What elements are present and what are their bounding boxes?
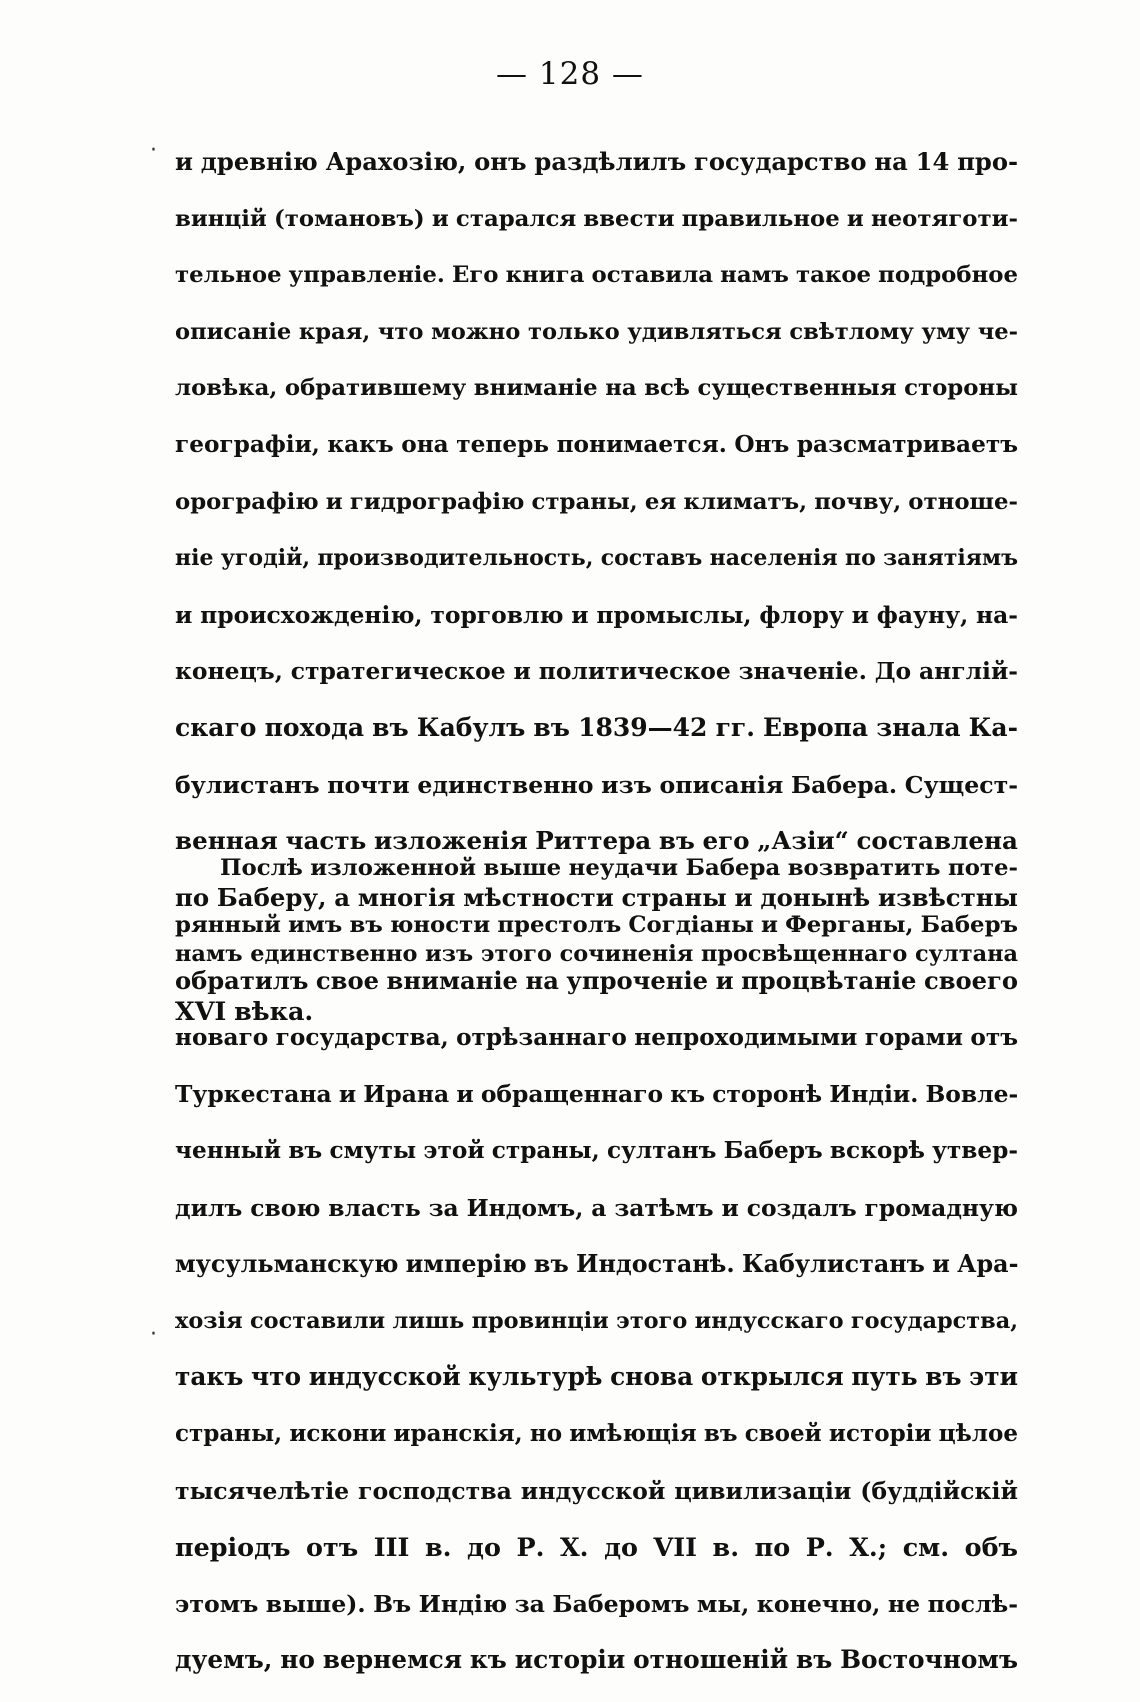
- text-line: булистанъ почти единственно изъ описанія Бабера. Сущест-: [175, 770, 1018, 799]
- text-line: и древнію Арахозію, онъ раздѣлилъ государство на 14 про-: [175, 147, 1018, 176]
- text-line: намъ единственно изъ этого сочиненія просвѣщеннаго султана: [175, 941, 1018, 968]
- text-line: обратилъ свое вниманіе на упроченіе и процвѣтаніе своего: [175, 966, 1018, 996]
- text-line: и происхожденію, торговлю и промыслы, флору и фауну, на-: [175, 600, 1018, 629]
- scan-speck: ·: [150, 138, 157, 163]
- text-line: ніе угодій, производительность, составъ населенія по занятіямъ: [175, 545, 1018, 572]
- text-line: скаго похода въ Кабулъ въ 1839—42 гг. Европа знала Ка-: [175, 712, 1018, 742]
- text-line: венная часть изложенія Риттера въ его „Азіи“ составлена: [175, 826, 1018, 856]
- text-line: мусульманскую имперію въ Индостанѣ. Кабулистанъ и Ара-: [175, 1250, 1019, 1279]
- text-line: описаніе края, что можно только удивляться свѣтлому уму че-: [175, 318, 1018, 345]
- text-line: такъ что индусской культурѣ снова открылся путь въ эти: [175, 1362, 1018, 1392]
- paragraph-2: [175, 840, 1018, 1689]
- text-line: Послѣ изложенной выше неудачи Бабера возвратить поте-: [220, 855, 1018, 881]
- text-line: тысячелѣтіе господства индусской цивилизаціи (буддійскій: [175, 1476, 1018, 1505]
- text-line: періодъ отъ III в. до Р. X. до VII в. по Р. X.; см. объ: [175, 1532, 1018, 1563]
- text-line: по Баберу, а многія мѣстности страны и донынѣ извѣстны: [175, 882, 1018, 912]
- text-line: конецъ, стратегическое и политическое значеніе. До англій-: [175, 657, 1018, 686]
- text-line: дилъ свою власть за Индомъ, а затѣмъ и создалъ громадную: [175, 1193, 1018, 1222]
- text-line: страны, искони иранскія, но имѣющія въ своей исторіи цѣлое: [175, 1419, 1018, 1447]
- text-line: Туркестана и Ирана и обращеннаго къ сторонѣ Индіи. Вовле-: [175, 1080, 1019, 1109]
- text-line: XVI вѣка.: [175, 995, 314, 1026]
- text-line: орографію и гидрографію страны, ея климатъ, почву, отноше-: [175, 488, 1018, 515]
- text-line: дуемъ, но вернемся къ исторіи отношеній въ Восточномъ: [175, 1645, 1018, 1675]
- scan-speck: ·: [150, 1322, 157, 1347]
- text-line: новаго государства, отрѣзаннаго непроходимыми горами отъ: [175, 1023, 1018, 1051]
- text-line: этомъ выше). Въ Индію за Баберомъ мы, конечно, не послѣ-: [175, 1589, 1018, 1618]
- text-line: географіи, какъ она теперь понимается. Онъ разсматриваетъ: [175, 430, 1018, 458]
- text-line: ченный въ смуты этой страны, султанъ Баберъ вскорѣ утвер-: [175, 1136, 1018, 1164]
- text-line: ловѣка, обратившему вниманіе на всѣ существенныя стороны: [175, 375, 1018, 402]
- text-line: тельное управленіе. Его книга оставила намъ такое подробное: [175, 262, 1018, 289]
- page-number: — 128 —: [496, 56, 644, 92]
- text-line: рянный имъ въ юности престолъ Согдіаны и Ферганы, Баберъ: [175, 911, 1018, 938]
- text-line: хозія составили лишь провинціи этого индусскаго государства,: [175, 1307, 1018, 1334]
- text-line: винцій (томановъ) и старался ввести правильное и неотяготи-: [175, 205, 1018, 232]
